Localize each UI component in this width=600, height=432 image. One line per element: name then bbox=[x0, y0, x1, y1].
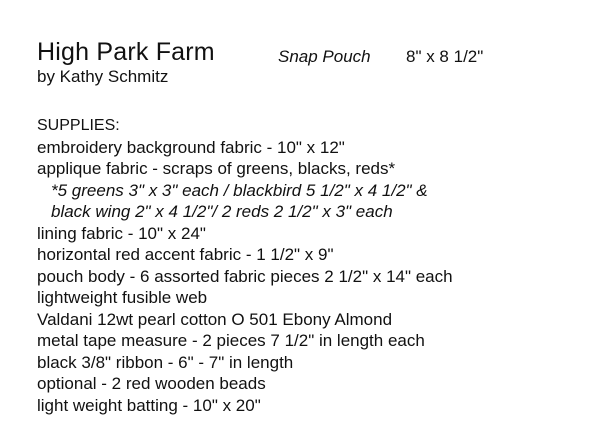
supply-item: applique fabric - scraps of greens, blacks, reds* bbox=[37, 159, 396, 178]
supply-item: lightweight fusible web bbox=[37, 288, 208, 307]
supply-note: black wing 2" x 4 1/2"/ 2 reds 2 1/2" x 3" each bbox=[51, 202, 393, 221]
pattern-name: Snap Pouch bbox=[278, 47, 371, 66]
supply-item: optional - 2 red wooden beads bbox=[37, 374, 266, 393]
supply-item: black 3/8" ribbon - 6" - 7" in length bbox=[37, 352, 294, 372]
supply-item: lining fabric - 10" x 24" bbox=[37, 223, 206, 243]
supply-item: metal tape measure - 2 pieces 7 1/2" in length each bbox=[37, 331, 425, 350]
supply-item: horizontal red accent fabric - 1 1/2" x 9" bbox=[37, 245, 334, 264]
supply-item: light weight batting - 10" x 20" bbox=[37, 395, 261, 415]
supply-item: Valdani 12wt pearl cotton O 501 Ebony Almond bbox=[37, 309, 393, 329]
supply-note: *5 greens 3" x 3" each / blackbird 5 1/2" x 4 1/2" & bbox=[51, 180, 428, 200]
title-line bbox=[37, 40, 215, 65]
supplies-list bbox=[37, 115, 597, 416]
pattern-title: High Park Farm bbox=[37, 38, 215, 66]
pattern-author: by Kathy Schmitz bbox=[37, 67, 169, 86]
supplies-heading: SUPPLIES: bbox=[37, 117, 120, 134]
pattern-size: 8" x 8 1/2" bbox=[406, 47, 484, 66]
supply-item: embroidery background fabric - 10" x 12" bbox=[37, 137, 345, 157]
supply-item: pouch body - 6 assorted fabric pieces 2 1/2" x 14" each bbox=[37, 266, 453, 286]
